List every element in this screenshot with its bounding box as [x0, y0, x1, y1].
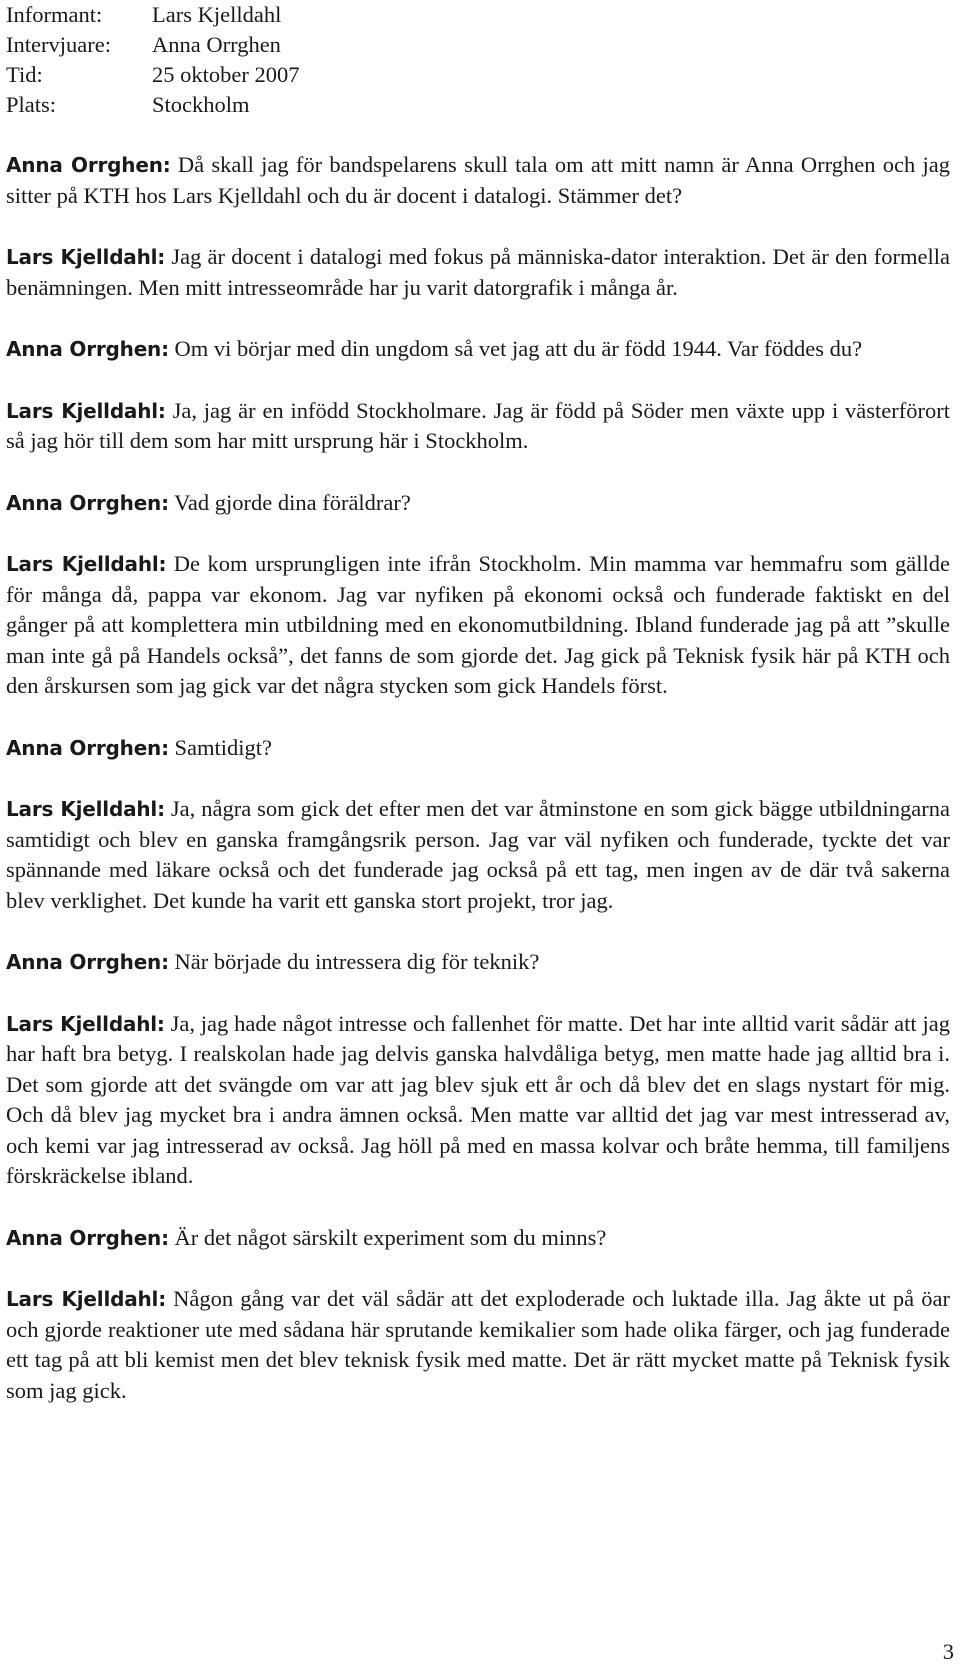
- turn-text: Vad gjorde dina föräldrar?: [174, 489, 411, 515]
- transcript-turn: [6, 947, 950, 978]
- meta-row-interviewer: [6, 30, 950, 60]
- transcript-turn: [6, 396, 950, 457]
- turn-text: Är det något särskilt experiment som du minns?: [174, 1224, 607, 1250]
- turn-text: När började du intressera dig för teknik?: [174, 949, 540, 974]
- speaker-name: Anna Orrghen:: [6, 950, 169, 974]
- transcript-turn: [6, 549, 950, 702]
- transcript-turn: [6, 150, 950, 211]
- interview-metadata: [6, 0, 950, 120]
- page-number: 3: [942, 1639, 954, 1664]
- speaker-name: Lars Kjelldahl:: [6, 1011, 165, 1036]
- speaker-name: Anna Orrghen:: [6, 337, 169, 361]
- transcript: [6, 150, 950, 1406]
- turn-text: Då skall jag för bandspelarens skull tala om att mitt namn är Anna Orrghen och jag sitter på KTH hos Lars Kjelldahl och du är docent i datalogi. Stämmer det?: [6, 152, 951, 208]
- speaker-name: Lars Kjelldahl:: [6, 1287, 167, 1311]
- transcript-turn: [6, 242, 950, 303]
- meta-row-place: [6, 90, 950, 120]
- meta-label: Plats:: [6, 92, 57, 117]
- speaker-name: Lars Kjelldahl:: [6, 398, 166, 423]
- turn-text: De kom ursprungligen inte ifrån Stockholm. Min mamma var hemmafru som gällde för många då, pappa var ekonom. Jag var nyfiken på ekonomi också och funderade faktiskt en del gånger på att komplettera min utbildning med en ekonomutbildning. Ibland funderade jag på att ”skulle man inte gå på Handels också”, det fanns de som gjorde det. Jag gick på Teknisk fysik här på KTH och den årskursen som jag gick var det några stycken som gick Handels först.: [6, 551, 950, 698]
- document-page: [6, 0, 950, 1437]
- speaker-name: Anna Orrghen:: [6, 153, 171, 177]
- turn-text: Samtidigt?: [174, 734, 273, 760]
- speaker-name: Lars Kjelldahl:: [6, 552, 167, 576]
- turn-text: Om vi börjar med din ungdom så vet jag att du är född 1944. Var föddes du?: [174, 336, 863, 361]
- turn-text: Ja, jag hade något intresse och fallenhet för matte. Det har inte alltid varit sådär att jag har haft bra betyg. I realskolan hade jag delvis ganska halvdåliga betyg, men matte hade jag alltid bra i. Det som gjorde att det svängde om var att jag blev sjuk ett år och då blev det en slags nystart för mig. Och då blev jag mycket bra i andra ämnen också. Men matte var alltid det jag var mest intresserad av, och kemi var jag intresserad av också. Jag höll på med en massa kolvar och bråte hemma, till familjens förskräckelse ibland.: [6, 1010, 950, 1188]
- transcript-turn: [6, 1223, 950, 1254]
- meta-label: Informant:: [6, 2, 103, 27]
- turn-text: Någon gång var det väl sådär att det exploderade och luktade illa. Jag åkte ut på öar och gjorde reaktioner ute med sådana här sprutande kemikalier som hade olika färger, och jag funderade ett tag på att bli kemist men det blev teknisk fysik med matte. Det är rätt mycket matte på Teknisk fysik som jag gick.: [6, 1286, 951, 1403]
- transcript-turn: [6, 733, 950, 764]
- meta-value: Stockholm: [152, 92, 250, 117]
- transcript-turn: [6, 1284, 950, 1406]
- speaker-name: Anna Orrghen:: [6, 1225, 169, 1250]
- speaker-name: Anna Orrghen:: [6, 735, 169, 760]
- meta-label: Intervjuare:: [6, 32, 111, 57]
- meta-row-time: [6, 60, 950, 90]
- meta-value: Anna Orrghen: [152, 32, 281, 57]
- meta-value: 25 oktober 2007: [152, 62, 300, 87]
- speaker-name: Lars Kjelldahl:: [6, 245, 166, 269]
- transcript-turn: [6, 794, 950, 916]
- speaker-name: Anna Orrghen:: [6, 490, 169, 515]
- transcript-turn: [6, 334, 950, 365]
- turn-text: Ja, några som gick det efter men det var åtminstone en som gick bägge utbildningarna samtidigt och blev en ganska framgångsrik person. Jag var väl nyfiken och funderade, tyckte det var spännande med läkare också och det funderade jag också på ett tag, men ingen av de där två sakerna blev verklighet. Det kunde ha varit ett ganska stort projekt, tror jag.: [6, 796, 951, 913]
- transcript-turn: [6, 488, 950, 519]
- meta-value: Lars Kjelldahl: [152, 2, 282, 27]
- meta-label: Tid:: [6, 62, 43, 87]
- turn-text: Ja, jag är en infödd Stockholmare. Jag är född på Söder men växte upp i västerförort så jag hör till dem som har mitt ursprung här i Stockholm.: [6, 397, 950, 453]
- speaker-name: Lars Kjelldahl:: [6, 797, 165, 821]
- turn-text: Jag är docent i datalogi med fokus på människa-dator interaktion. Det är den formella benämningen. Men mitt intresseområde har ju varit datorgrafik i många år.: [6, 244, 950, 300]
- meta-row-informant: [6, 0, 950, 30]
- transcript-turn: [6, 1009, 950, 1192]
